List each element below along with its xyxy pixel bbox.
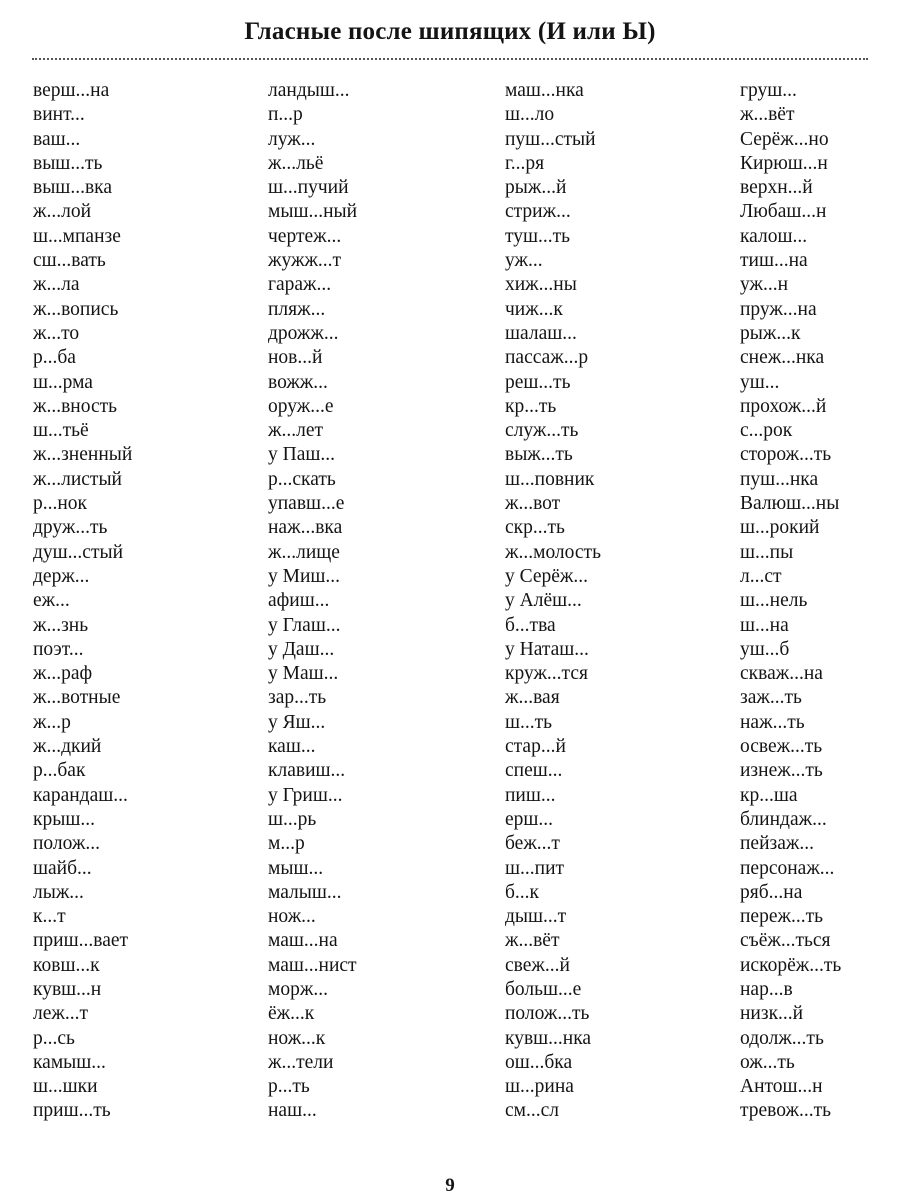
word-item: ж...молость bbox=[505, 541, 601, 563]
word-item: ж...дкий bbox=[33, 736, 102, 758]
word-item: снеж...нка bbox=[740, 347, 825, 369]
word-item: скр...ть bbox=[505, 517, 565, 539]
word-item: спеш... bbox=[505, 760, 563, 782]
word-item: низк...й bbox=[740, 1003, 804, 1025]
word-item: клавиш... bbox=[268, 760, 346, 782]
word-item: р...сь bbox=[33, 1027, 75, 1049]
word-item: у Серёж... bbox=[505, 565, 589, 587]
word-item: леж...т bbox=[33, 1003, 89, 1025]
word-item: блиндаж... bbox=[740, 808, 827, 830]
word-item: пруж...на bbox=[740, 298, 817, 320]
word-item: камыш... bbox=[33, 1051, 106, 1073]
word-item: оруж...е bbox=[268, 395, 334, 417]
word-item: кр...ша bbox=[740, 784, 798, 806]
word-item: реш...ть bbox=[505, 371, 571, 393]
word-item: Серёж...но bbox=[740, 128, 829, 150]
word-item: кувш...н bbox=[33, 978, 102, 1000]
word-item: верш...на bbox=[33, 80, 110, 101]
word-item: наж...вка bbox=[268, 517, 343, 539]
word-item: ш...пы bbox=[740, 541, 794, 563]
word-item: приш...вает bbox=[33, 930, 129, 952]
word-item: маш...нист bbox=[268, 954, 357, 976]
word-item: жужж...т bbox=[268, 250, 342, 272]
word-item: дыш...т bbox=[505, 906, 567, 928]
word-column-3 bbox=[505, 79, 601, 1124]
word-item: круж...тся bbox=[505, 663, 588, 685]
word-item: стриж... bbox=[505, 201, 571, 223]
word-item: шалаш... bbox=[505, 322, 577, 344]
word-item: ж...лет bbox=[268, 420, 324, 442]
word-item: Антош...н bbox=[740, 1076, 823, 1098]
word-item: полож...ть bbox=[505, 1003, 590, 1025]
word-item: у Паш... bbox=[268, 444, 336, 466]
word-item: см...сл bbox=[505, 1100, 560, 1122]
word-item: ж...р bbox=[33, 711, 71, 733]
word-item: лыж... bbox=[33, 881, 84, 903]
word-item: груш... bbox=[740, 80, 797, 101]
title-divider bbox=[32, 58, 868, 60]
word-item: ш...шки bbox=[33, 1076, 98, 1098]
word-item: хиж...ны bbox=[505, 274, 577, 296]
word-item: нож... bbox=[268, 906, 316, 928]
word-item: калош... bbox=[740, 225, 808, 247]
word-item: к...т bbox=[33, 906, 66, 928]
word-item: карандаш... bbox=[33, 784, 128, 806]
word-item: уж... bbox=[505, 250, 543, 272]
word-item: р...ть bbox=[268, 1076, 310, 1098]
word-item: нов...й bbox=[268, 347, 323, 369]
word-item: м...р bbox=[268, 833, 305, 855]
word-item: ж...вот bbox=[505, 493, 561, 515]
word-item: ж...вая bbox=[505, 687, 560, 709]
word-item: кувш...нка bbox=[505, 1027, 592, 1049]
word-item: ж...знь bbox=[33, 614, 89, 636]
word-item: чиж...к bbox=[505, 298, 563, 320]
word-item: съёж...ться bbox=[740, 930, 831, 952]
word-item: беж...т bbox=[505, 833, 560, 855]
word-item: друж...ть bbox=[33, 517, 108, 539]
word-item: пляж... bbox=[268, 298, 326, 320]
word-item: у Алёш... bbox=[505, 590, 582, 612]
word-item: ш...тьё bbox=[33, 420, 89, 442]
word-item: у Миш... bbox=[268, 565, 341, 587]
word-item: ж...вопись bbox=[33, 298, 119, 320]
word-item: стар...й bbox=[505, 736, 566, 758]
word-item: маш...на bbox=[268, 930, 338, 952]
word-item: дрожж... bbox=[268, 322, 339, 344]
word-item: тревож...ть bbox=[740, 1100, 832, 1122]
word-item: прохож...й bbox=[740, 395, 827, 417]
word-item: у Маш... bbox=[268, 663, 339, 685]
word-item: ж...раф bbox=[33, 663, 93, 685]
word-item: ж...то bbox=[33, 322, 80, 344]
word-item: ш...пучий bbox=[268, 177, 349, 199]
word-item: уш...б bbox=[740, 638, 790, 660]
word-item: каш... bbox=[268, 736, 316, 758]
word-item: ш...ло bbox=[505, 104, 555, 126]
word-item: ж...вность bbox=[33, 395, 118, 417]
word-item: ож...ть bbox=[740, 1051, 795, 1073]
word-item: пейзаж... bbox=[740, 833, 814, 855]
word-item: ш...ть bbox=[505, 711, 553, 733]
word-item: чертеж... bbox=[268, 225, 342, 247]
word-item: афиш... bbox=[268, 590, 330, 612]
word-item: пиш... bbox=[505, 784, 556, 806]
word-item: ж...ла bbox=[33, 274, 80, 296]
word-item: мыш... bbox=[268, 857, 324, 879]
word-item: изнеж...ть bbox=[740, 760, 823, 782]
word-item: ш...рма bbox=[33, 371, 93, 393]
word-item: рыж...к bbox=[740, 322, 801, 344]
word-item: Валюш...ны bbox=[740, 493, 840, 515]
word-item: винт... bbox=[33, 104, 85, 126]
word-item: упавш...е bbox=[268, 493, 345, 515]
word-item: с...рок bbox=[740, 420, 793, 442]
word-item: скваж...на bbox=[740, 663, 823, 685]
word-item: ж...вёт bbox=[505, 930, 560, 952]
word-item: морж... bbox=[268, 978, 328, 1000]
word-item: р...ба bbox=[33, 347, 76, 369]
word-item: туш...ть bbox=[505, 225, 571, 247]
word-item: луж... bbox=[268, 128, 316, 150]
word-item: служ...ть bbox=[505, 420, 579, 442]
page-number: 9 bbox=[445, 1175, 455, 1196]
word-item: пуш...нка bbox=[740, 468, 819, 490]
word-item: выж...ть bbox=[505, 444, 573, 466]
word-item: гараж... bbox=[268, 274, 332, 296]
word-item: шайб... bbox=[33, 857, 92, 879]
word-item: б...тва bbox=[505, 614, 556, 636]
word-item: ж...льё bbox=[268, 152, 324, 174]
word-item: тиш...на bbox=[740, 250, 808, 272]
word-item: кр...ть bbox=[505, 395, 557, 417]
word-item: ж...лище bbox=[268, 541, 340, 563]
page-title: Гласные после шипящих (И или Ы) bbox=[244, 18, 656, 45]
word-item: л...ст bbox=[740, 565, 782, 587]
word-item: ж...вёт bbox=[740, 104, 795, 126]
word-item: ш...пит bbox=[505, 857, 565, 879]
word-item: ж...вотные bbox=[33, 687, 121, 709]
word-item: п...р bbox=[268, 104, 303, 126]
word-item: ж...тели bbox=[268, 1051, 334, 1073]
word-item: наж...ть bbox=[740, 711, 805, 733]
word-item: пуш...стый bbox=[505, 128, 596, 150]
word-item: б...к bbox=[505, 881, 540, 903]
word-item: освеж...ть bbox=[740, 736, 823, 758]
word-item: у Гриш... bbox=[268, 784, 343, 806]
word-item: маш...нка bbox=[505, 80, 584, 101]
word-item: приш...ть bbox=[33, 1100, 111, 1122]
word-column-1 bbox=[33, 79, 132, 1124]
word-item: свеж...й bbox=[505, 954, 570, 976]
word-item: ш...рь bbox=[268, 808, 317, 830]
word-item: ж...зненный bbox=[33, 444, 133, 466]
word-item: ерш... bbox=[505, 808, 554, 830]
word-item: ж...лой bbox=[33, 201, 92, 223]
word-item: у Глаш... bbox=[268, 614, 341, 636]
word-item: у Даш... bbox=[268, 638, 335, 660]
word-item: ландыш... bbox=[268, 80, 350, 101]
word-item: ряб...на bbox=[740, 881, 803, 903]
word-item: р...скать bbox=[268, 468, 336, 490]
word-item: уш... bbox=[740, 371, 780, 393]
word-item: г...ря bbox=[505, 152, 545, 174]
word-item: Кирюш...н bbox=[740, 152, 828, 174]
word-item: ш...нель bbox=[740, 590, 808, 612]
word-item: персонаж... bbox=[740, 857, 835, 879]
word-item: ёж...к bbox=[268, 1003, 315, 1025]
word-column-2 bbox=[268, 79, 357, 1124]
word-item: ш...повник bbox=[505, 468, 595, 490]
word-item: р...бак bbox=[33, 760, 86, 782]
word-item: заж...ть bbox=[740, 687, 802, 709]
word-item: ваш... bbox=[33, 128, 81, 150]
word-item: у Наташ... bbox=[505, 638, 589, 660]
word-item: искорёж...ть bbox=[740, 954, 842, 976]
word-item: полож... bbox=[33, 833, 101, 855]
word-item: крыш... bbox=[33, 808, 95, 830]
word-item: переж...ть bbox=[740, 906, 824, 928]
word-item: ш...рокий bbox=[740, 517, 820, 539]
word-item: уж...н bbox=[740, 274, 789, 296]
word-item: наш... bbox=[268, 1100, 317, 1122]
word-item: ш...на bbox=[740, 614, 789, 636]
word-item: ш...рина bbox=[505, 1076, 574, 1098]
word-item: сторож...ть bbox=[740, 444, 832, 466]
word-item: сш...вать bbox=[33, 250, 106, 272]
word-item: рыж...й bbox=[505, 177, 567, 199]
word-item: верхн...й bbox=[740, 177, 813, 199]
word-item: ш...мпанзе bbox=[33, 225, 121, 247]
word-column-4 bbox=[740, 79, 841, 1124]
word-item: вожж... bbox=[268, 371, 328, 393]
word-item: нож...к bbox=[268, 1027, 326, 1049]
word-item: р...нок bbox=[33, 493, 88, 515]
word-item: мыш...ный bbox=[268, 201, 358, 223]
word-item: малыш... bbox=[268, 881, 342, 903]
word-item: держ... bbox=[33, 565, 90, 587]
word-item: зар...ть bbox=[268, 687, 327, 709]
word-item: нар...в bbox=[740, 978, 793, 1000]
word-item: ж...листый bbox=[33, 468, 122, 490]
word-item: одолж...ть bbox=[740, 1027, 824, 1049]
word-item: поэт... bbox=[33, 638, 84, 660]
word-item: душ...стый bbox=[33, 541, 124, 563]
word-item: выш...ть bbox=[33, 152, 103, 174]
word-item: ковш...к bbox=[33, 954, 100, 976]
word-item: Любаш...н bbox=[740, 201, 827, 223]
word-item: у Яш... bbox=[268, 711, 326, 733]
word-item: ош...бка bbox=[505, 1051, 573, 1073]
word-item: еж... bbox=[33, 590, 70, 612]
word-item: выш...вка bbox=[33, 177, 112, 199]
word-item: больш...е bbox=[505, 978, 582, 1000]
word-item: пассаж...р bbox=[505, 347, 589, 369]
